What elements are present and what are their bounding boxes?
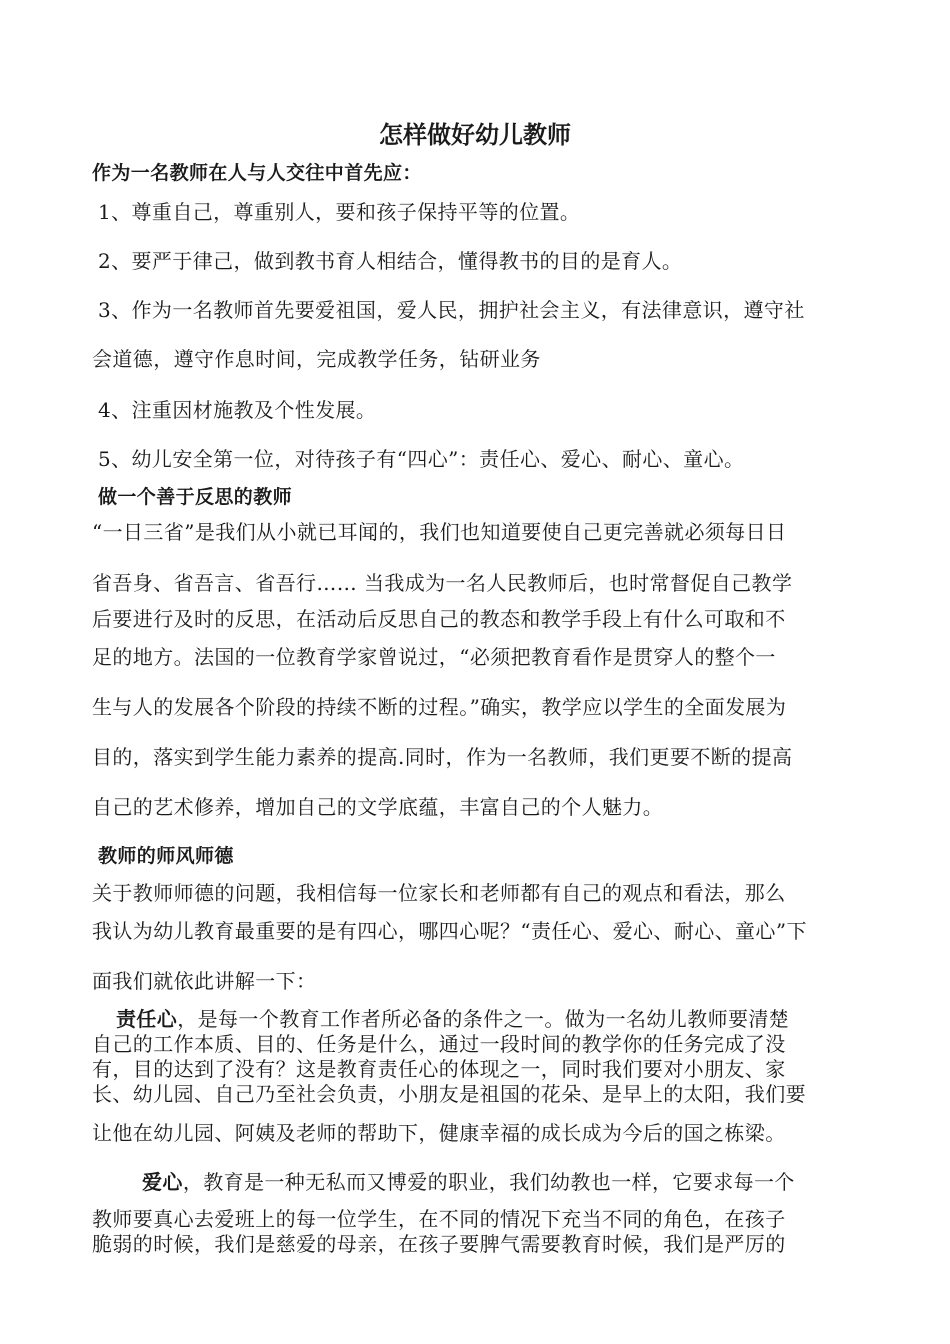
- paragraph-line: 自己的艺术修养，增加自己的文学底蕴，丰富自己的个人魅力。: [92, 795, 664, 819]
- responsibility-first-rest: ，是每一个教育工作者所必备的条件之一。做为一名幼儿教师要清楚: [177, 1007, 790, 1031]
- section2-heading: 做一个善于反思的教师: [98, 486, 293, 508]
- paragraph-line: 我认为幼儿教育最重要的是有四心，哪四心呢？“责任心、爱心、耐心、童心”下: [92, 919, 807, 943]
- list-item: 2、要严于律己，做到教书育人相结合，懂得教书的目的是育人。: [98, 249, 683, 273]
- love-term: 爱心: [142, 1170, 183, 1194]
- list-item: 4、注重因材施教及个性发展。: [98, 398, 377, 422]
- paragraph-line: 目的，落实到学生能力素养的提高.同时，作为一名教师，我们更要不断的提高: [92, 745, 793, 769]
- paragraph-line: 面我们就依此讲解一下：: [92, 969, 317, 993]
- list-item: 1、尊重自己，尊重别人，要和孩子保持平等的位置。: [98, 200, 581, 224]
- paragraph-line: 脆弱的时候，我们是慈爱的母亲，在孩子要脾气需要教育时候，我们是严厉的: [92, 1232, 786, 1256]
- paragraph-line: 足的地方。法国的一位教育学家曾说过，“必须把教育看作是贯穿人的整个一: [92, 645, 776, 669]
- paragraph-line: 后要进行及时的反思，在活动后反思自己的教态和教学手段上有什么可取和不: [92, 607, 786, 631]
- section1-heading: 作为一名教师在人与人交往中首先应：: [92, 162, 422, 184]
- list-item: 5、幼儿安全第一位，对待孩子有“四心”：责任心、爱心、耐心、童心。: [98, 447, 745, 471]
- paragraph-line: 自己的工作本质、目的、任务是什么，通过一段时间的教学你的任务完成了没: [92, 1032, 786, 1056]
- list-item: 3、作为一名教师首先要爱祖国，爱人民，拥护社会主义，有法律意识，遵守社: [98, 298, 805, 322]
- paragraph-line: 省吾身、省吾言、省吾行…… 当我成为一名人民教师后，也时常督促自己教学: [92, 571, 793, 595]
- responsibility-first-line: [92, 1006, 852, 1032]
- paragraph-line: 长、幼儿园、自己乃至社会负责，小朋友是祖国的花朵、是早上的太阳，我们要: [92, 1082, 806, 1106]
- paragraph-line: 生与人的发展各个阶段的持续不断的过程。”确实，教学应以学生的全面发展为: [92, 695, 787, 719]
- page-title: 怎样做好幼儿教师: [379, 120, 571, 149]
- love-first-line: [92, 1169, 852, 1195]
- paragraph-line: 关于教师师德的问题，我相信每一位家长和老师都有自己的观点和看法，那么: [92, 881, 786, 905]
- paragraph-line: “一日三省”是我们从小就已耳闻的，我们也知道要使自己更完善就必须每日日: [92, 520, 787, 544]
- paragraph-line: 有，目的达到了没有？这是教育责任心的体现之一，同时我们要对小朋友、家: [92, 1057, 786, 1081]
- responsibility-term: 责任心: [116, 1007, 178, 1031]
- love-first-rest: ，教育是一种无私而又博爱的职业，我们幼教也一样，它要求每一个: [182, 1170, 795, 1194]
- paragraph-line: 让他在幼儿园、阿姨及老师的帮助下，健康幸福的成长成为今后的国之栋梁。: [92, 1121, 786, 1145]
- paragraph-line: 教师要真心去爱班上的每一位学生，在不同的情况下充当不同的角色，在孩子: [92, 1207, 786, 1231]
- section3-heading: 教师的师风师德: [98, 845, 234, 867]
- list-item-continuation: 会道德，遵守作息时间，完成教学任务，钻研业务: [92, 347, 541, 371]
